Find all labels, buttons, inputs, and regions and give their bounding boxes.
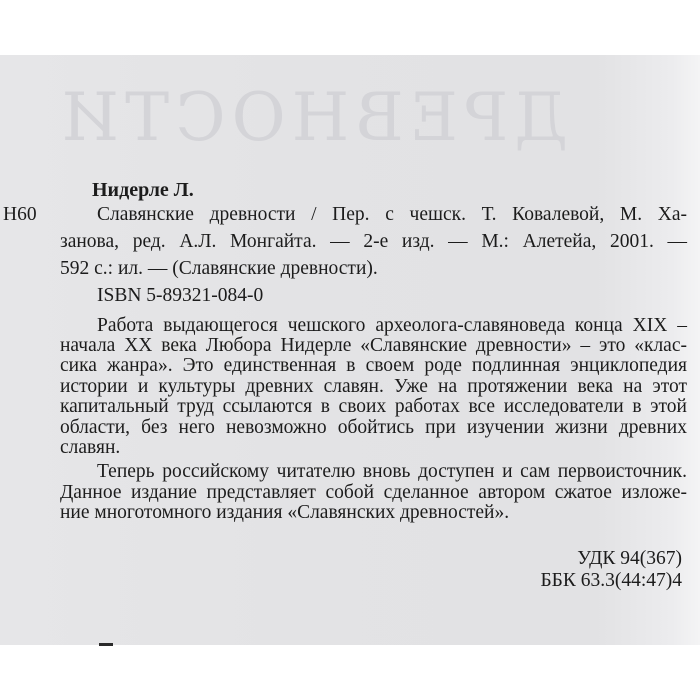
description-line-3: 592 с.: ил. — (Славянские древности). bbox=[60, 258, 378, 279]
annotation-line: начала XX века Любора Нидерле «Славянские древности» – это «клас- bbox=[60, 335, 687, 356]
edge-mark bbox=[99, 643, 113, 646]
annotation-line: области, без него невозможно обойтись при изучении жизни древних bbox=[60, 417, 687, 438]
annotation-line: капитальный труд ссылаются в своих работах все исследователи в этой bbox=[60, 396, 687, 417]
isbn: ISBN 5-89321-084-0 bbox=[97, 285, 264, 306]
bbk-code: ББК 63.3(44:47)4 bbox=[540, 570, 682, 591]
author-name: Нидерле Л. bbox=[92, 179, 194, 201]
annotation-line: сика жанра». Это единственная в своем роде подлинная энциклопедия bbox=[60, 355, 687, 376]
annotation-line: славян. bbox=[60, 437, 121, 458]
index-code: Н60 bbox=[3, 204, 37, 225]
annotation-line: ние многотомного издания «Славянских древностей». bbox=[60, 502, 510, 523]
bleed-through-title: ДРЕВНОСТИ bbox=[55, 79, 568, 156]
annotation-line: истории и культуры древних славян. Уже на протяжении века на этот bbox=[60, 376, 687, 397]
description-line-2: занова, ред. А.Л. Монгайта. — 2-е изд. — М.: Алетейа, 2001. — bbox=[60, 231, 687, 252]
udk-code: УДК 94(367) bbox=[577, 548, 682, 569]
annotation-line: Данное издание представляет собой сделанное автором сжатое изложе- bbox=[60, 482, 687, 503]
description-line-1: Славянские древности / Пер. с чешск. Т. Ковалевой, М. Ха- bbox=[97, 204, 687, 225]
annotation-line: Работа выдающегося чешского археолога-славяноведа конца XIX – bbox=[97, 315, 687, 336]
annotation-line: Теперь российскому читателю вновь доступен и сам первоисточник. bbox=[97, 461, 687, 482]
